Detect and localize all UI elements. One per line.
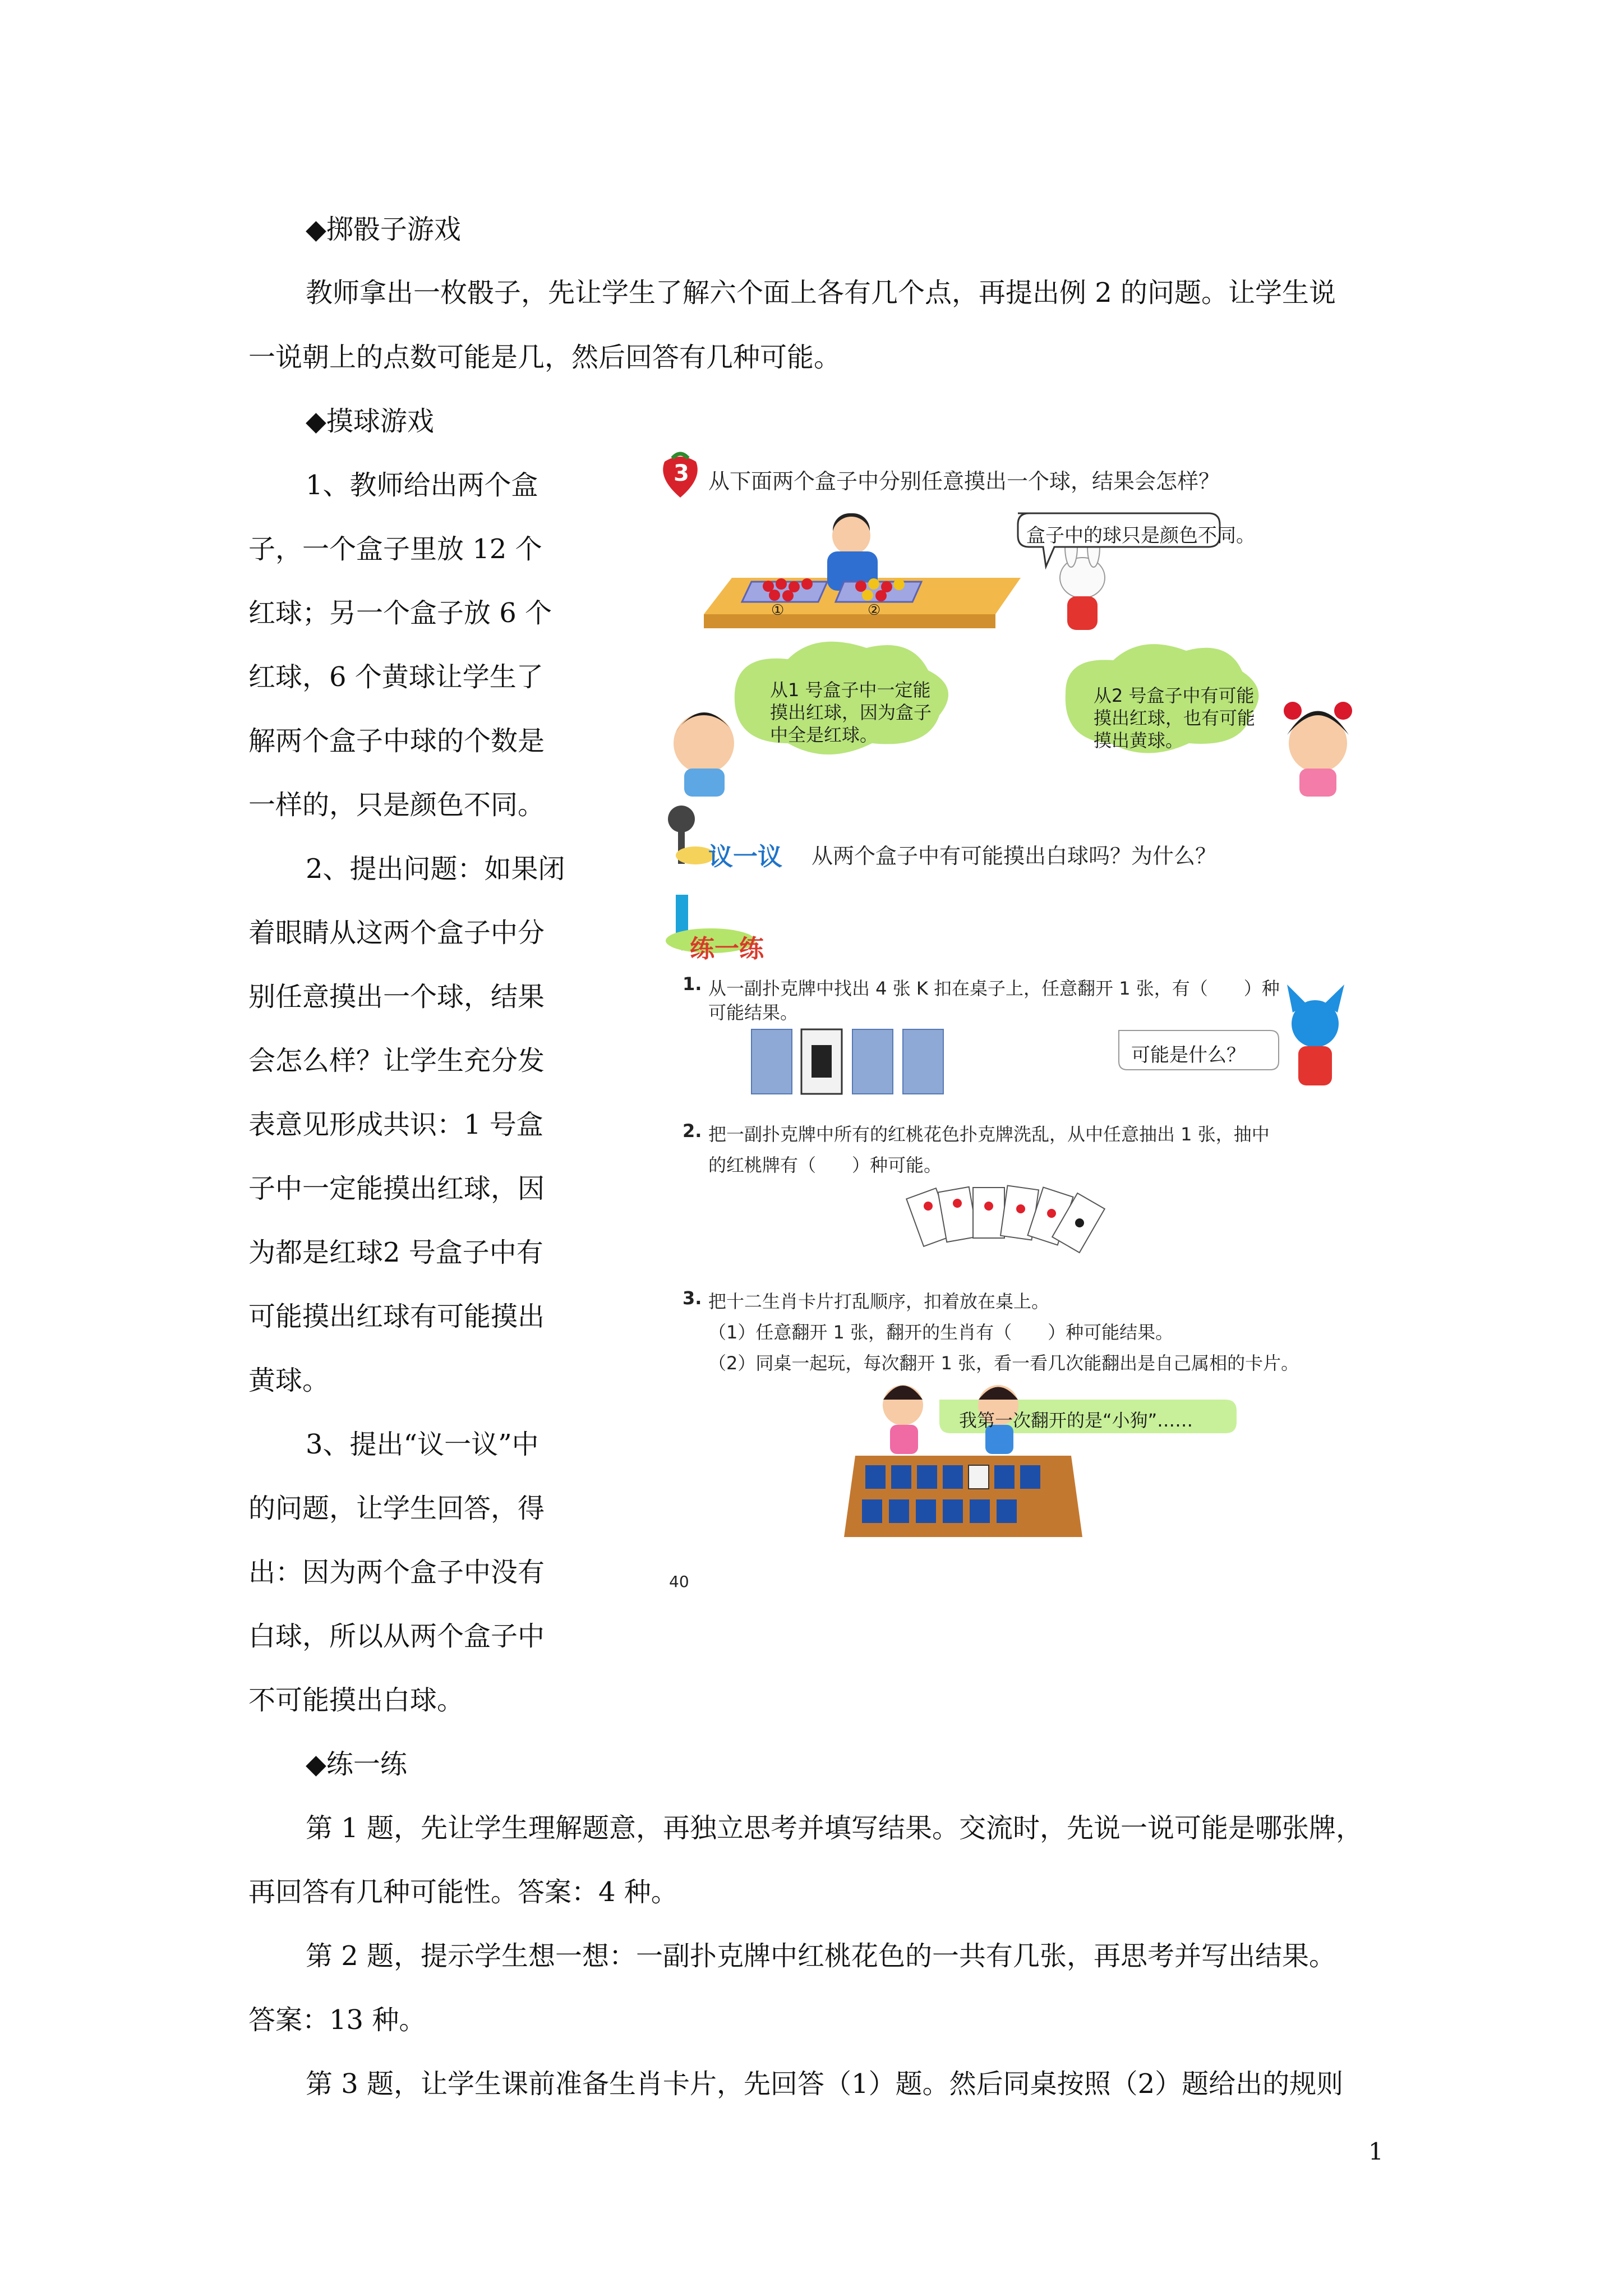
practice-line: 第 3 题，让学生课前准备生肖卡片，先回答（1）题。然后同桌按照（2）题给出的规则 — [306, 2068, 1344, 2100]
boy-face-illustration — [674, 712, 734, 797]
q3-text-line-2: （1）任意翻开 1 张，翻开的生肖有（ ）种可能结果。 — [708, 1322, 1174, 1343]
ball-line: 可能摸出红球有可能摸出 — [248, 1301, 545, 1332]
girl-bubble-line: 摸出红球，也有可能 — [1094, 707, 1256, 729]
page-number: 1 — [1368, 2138, 1384, 2165]
rabbit-bubble-text: 盒子中的球只是颜色不同。 — [1026, 524, 1255, 547]
cat-illustration — [1287, 984, 1344, 1085]
q1-text-line-2: 可能结果。 — [708, 1002, 799, 1023]
q2-number: 2. — [683, 1120, 702, 1142]
dice-paragraph-line-2: 一说朝上的点数可能是几，然后回答有几种可能。 — [248, 342, 841, 373]
ball-line: 不可能摸出白球。 — [248, 1685, 464, 1716]
ball-line: 3、提出“议一议”中 — [306, 1429, 539, 1460]
ball-line: 子，一个盒子里放 12 个 — [248, 533, 542, 565]
ball-heading: ◆摸球游戏 — [306, 406, 434, 437]
ball-line: 白球，所以从两个盒子中 — [248, 1621, 545, 1652]
ball-line: 2、提出问题：如果闭 — [306, 853, 565, 885]
ball-line: 红球，6 个黄球让学生了 — [248, 661, 543, 693]
q3-number: 3. — [683, 1287, 702, 1309]
boy-with-boxes-illustration — [704, 513, 1021, 628]
textbook-page-number: 40 — [669, 1572, 689, 1591]
q3-text-line-1: 把十二生肖卡片打乱顺序，扣着放在桌上。 — [708, 1291, 1050, 1312]
example-number: 3 — [674, 461, 689, 486]
ball-line: 着眼睛从这两个盒子中分 — [248, 917, 545, 949]
girl-face-illustration — [1284, 702, 1352, 797]
ball-line: 解两个盒子中球的个数是 — [248, 725, 545, 757]
discuss-question: 从两个盒子中有可能摸出白球吗？为什么？ — [811, 844, 1217, 868]
cat-bubble-text: 可能是什么？ — [1131, 1044, 1246, 1066]
kids-bubble-text: 我第一次翻开的是“小狗”…… — [959, 1410, 1193, 1431]
q1-text-line-1: 从一副扑克牌中找出 4 张 K 扣在桌子上，任意翻开 1 张，有（ ）种 — [708, 978, 1280, 999]
hearts-cards-fan — [906, 1186, 1104, 1253]
box-label-1: ① — [771, 602, 785, 619]
ball-line: 1、教师给出两个盒 — [306, 470, 538, 501]
ball-line: 表意见形成共识：1 号盒 — [248, 1109, 543, 1140]
dice-heading: ◆掷骰子游戏 — [306, 214, 461, 245]
practice-line: 答案：13 种。 — [248, 2004, 426, 2036]
practice-line: 第 2 题，提示学生想一想：一副扑克牌中红桃花色的一共有几张，再思考并写出结果。 — [306, 1940, 1336, 1972]
ball-line: 的问题，让学生回答，得 — [248, 1493, 545, 1524]
boy-bubble-line: 中全是红球。 — [770, 724, 878, 746]
discuss-title: 议一议 — [708, 843, 782, 871]
ball-line: 黄球。 — [248, 1365, 330, 1396]
ball-line: 会怎么样？让学生充分发 — [248, 1045, 545, 1076]
boy-bubble-line: 从1 号盒子中一定能 — [770, 679, 931, 701]
box-label-2: ② — [868, 602, 881, 619]
example-question: 从下面两个盒子中分别任意摸出一个球，结果会怎样？ — [708, 469, 1220, 494]
face-down-cards — [751, 1029, 943, 1094]
practice-line: 第 1 题，先让学生理解题意，再独立思考并填写结果。交流时，先说一说可能是哪张牌， — [306, 1812, 1363, 1844]
dice-paragraph-line-1: 教师拿出一枚骰子，先让学生了解六个面上各有几个点，再提出例 2 的问题。让学生说 — [306, 277, 1336, 309]
ball-line: 出：因为两个盒子中没有 — [248, 1557, 545, 1588]
practice-heading: ◆练一练 — [306, 1749, 407, 1780]
ball-line: 红球；另一个盒子放 6 个 — [248, 597, 552, 629]
girl-bubble-line: 摸出黄球。 — [1094, 730, 1184, 751]
ball-line: 别任意摸出一个球，结果 — [248, 981, 545, 1013]
practice-line: 再回答有几种可能性。答案：4 种。 — [248, 1876, 678, 1908]
q2-text-line-2: 的红桃牌有（ ）种可能。 — [708, 1154, 942, 1176]
ball-line: 为都是红球2 号盒子中有 — [248, 1237, 543, 1268]
textbook-figure — [659, 452, 1396, 1593]
boy-bubble-line: 摸出红球，因为盒子 — [770, 702, 932, 723]
practice-title: 练一练 — [690, 935, 764, 963]
ball-line: 一样的，只是颜色不同。 — [248, 789, 545, 821]
q3-text-line-3: （2）同桌一起玩，每次翻开 1 张，看一看几次能翻出是自己属相的卡片。 — [708, 1352, 1299, 1374]
q1-number: 1. — [683, 973, 702, 995]
q2-text-line-1: 把一副扑克牌中所有的红桃花色扑克牌洗乱，从中任意抽出 1 张，抽中 — [708, 1124, 1270, 1145]
ball-line: 子中一定能摸出红球，因 — [248, 1173, 545, 1204]
girl-bubble-line: 从2 号盒子中有可能 — [1094, 685, 1255, 706]
